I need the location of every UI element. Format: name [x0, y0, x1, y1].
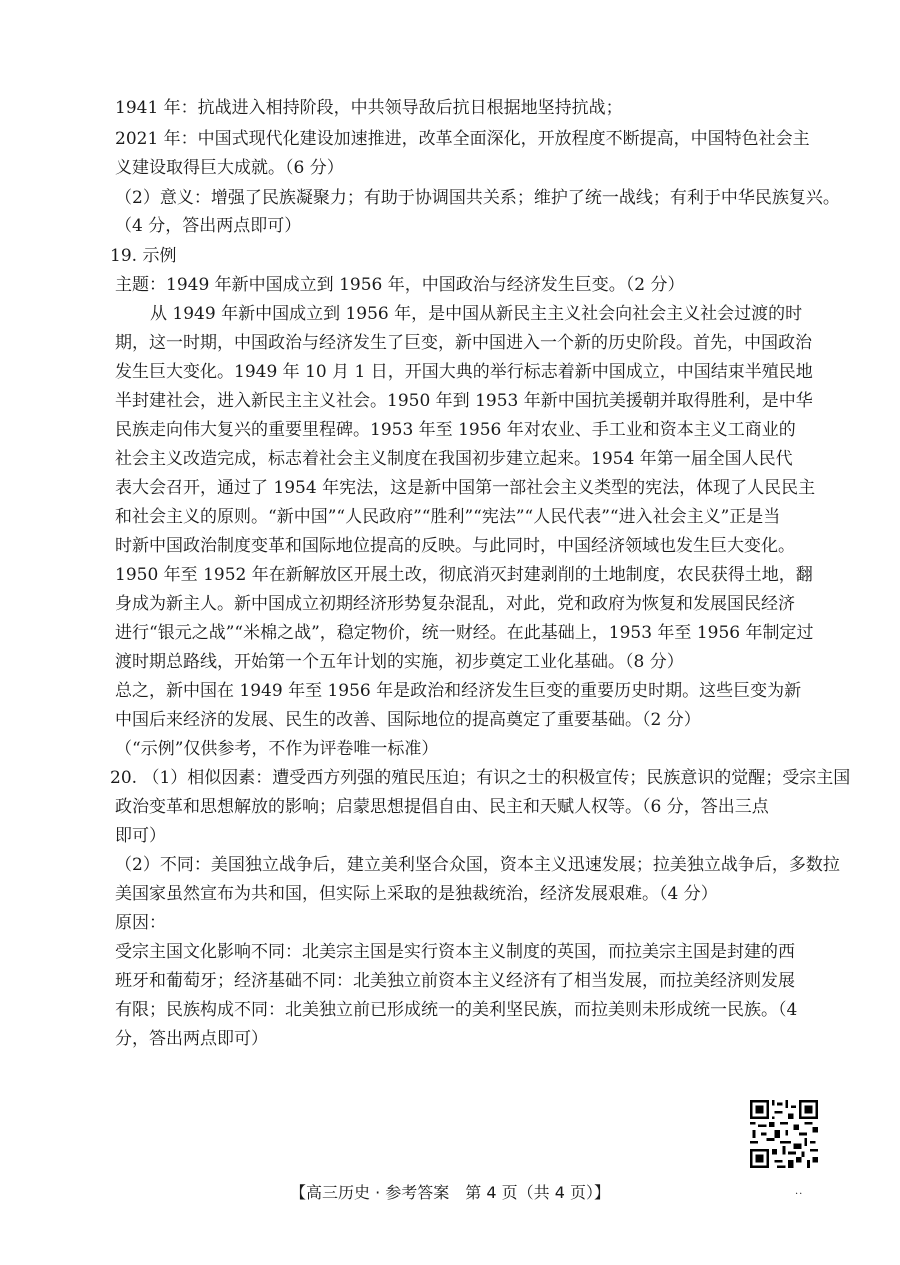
text-line: 政治变革和思想解放的影响；启蒙思想提倡自由、民主和天赋人权等。（6 分，答出三点	[115, 797, 769, 817]
text-line: 原因：	[115, 913, 166, 933]
qr-code-icon	[750, 1100, 818, 1168]
text-line: （4 分，答出两点即可）	[115, 216, 302, 236]
page-footer: 【高三历史 · 参考答案 第 4 页（共 4 页）】	[290, 1183, 610, 1202]
text-line: 发生巨大变化。1949 年 10 月 1 日，开国大典的举行标志着新中国成立，中国结束半殖民地	[115, 362, 813, 382]
text-line: 身成为新主人。新中国成立初期经济形势复杂混乱，对此，党和政府为恢复和发展国民经济	[115, 594, 795, 614]
text-line: 时新中国政治制度变革和国际地位提高的反映。与此同时，中国经济领域也发生巨大变化。	[115, 536, 795, 556]
text-line: 1941 年：抗战进入相持阶段，中共领导敌后抗日根据地坚持抗战；	[115, 98, 623, 118]
text-line: 表大会召开，通过了 1954 年宪法，这是新中国第一部社会主义类型的宪法，体现了人民民主	[115, 478, 816, 498]
paragraph-start: 从 1949 年新中国成立到 1956 年，是中国从新民主主义社会向社会主义社会过渡的时	[150, 304, 803, 324]
text-line: 渡时期总路线，开始第一个五年计划的实施，初步奠定工业化基础。（8 分）	[115, 652, 684, 672]
text-line: 半封建社会，进入新民主主义社会。1950 年到 1953 年新中国抗美援朝并取得胜利，是中华	[115, 391, 813, 411]
question-heading: 20. （1）相似因素：遭受西方列强的殖民压迫；有识之士的积极宣传；民族意识的觉醒；受宗主国	[110, 768, 851, 788]
corner-mark: ..	[795, 1186, 804, 1197]
text-line: 社会主义改造完成，标志着社会主义制度在我国初步建立起来。1954 年第一届全国人民代	[115, 449, 793, 469]
text-line: 分，答出两点即可）	[115, 1029, 268, 1049]
text-line: 义建设取得巨大成就。（6 分）	[115, 158, 344, 178]
question-heading: 19. 示例	[110, 246, 177, 266]
text-line: （2）意义：增强了民族凝聚力；有助于协调国共关系；维护了统一战线；有利于中华民族复兴。	[115, 188, 840, 208]
text-line: 主题：1949 年新中国成立到 1956 年，中国政治与经济发生巨变。（2 分）	[115, 275, 685, 295]
text-line: 有限；民族构成不同：北美独立前已形成统一的美利坚民族，而拉美则未形成统一民族。（4	[115, 1000, 798, 1020]
text-line: 期，这一时期，中国政治与经济发生了巨变，新中国进入一个新的历史阶段。首先，中国政治	[115, 333, 812, 353]
text-line: 中国后来经济的发展、民生的改善、国际地位的提高奠定了重要基础。（2 分）	[115, 710, 701, 730]
text-line: （“示例”仅供参考，不作为评卷唯一标准）	[115, 739, 439, 759]
text-line: 总之，新中国在 1949 年至 1956 年是政治和经济发生巨变的重要历史时期。这些巨变为新	[115, 681, 802, 701]
text-line: 受宗主国文化影响不同：北美宗主国是实行资本主义制度的英国，而拉美宗主国是封建的西	[115, 942, 795, 962]
text-line: 2021 年：中国式现代化建设加速推进，改革全面深化，开放程度不断提高，中国特色社会主	[115, 129, 810, 149]
text-line: 1950 年至 1952 年在新解放区开展土改，彻底消灭封建剥削的土地制度，农民获得土地，翻	[115, 565, 813, 585]
text-line: 民族走向伟大复兴的重要里程碑。1953 年至 1956 年对农业、手工业和资本主义工商业的	[115, 420, 796, 440]
text-line: 美国家虽然宣布为共和国，但实际上采取的是独裁统治，经济发展艰难。（4 分）	[115, 884, 718, 904]
text-line: （2）不同：美国独立战争后，建立美利坚合众国，资本主义迅速发展；拉美独立战争后，多数拉	[115, 855, 840, 875]
text-line: 和社会主义的原则。“新中国”“人民政府”“胜利”“宪法”“人民代表”“进入社会主义”正是当	[115, 507, 781, 527]
text-line: 班牙和葡萄牙；经济基础不同：北美独立前资本主义经济有了相当发展，而拉美经济则发展	[115, 971, 795, 991]
text-line: 进行“银元之战”“米棉之战”，稳定物价，统一财经。在此基础上，1953 年至 1956 年制定过	[115, 623, 814, 643]
text-line: 即可）	[115, 826, 166, 846]
